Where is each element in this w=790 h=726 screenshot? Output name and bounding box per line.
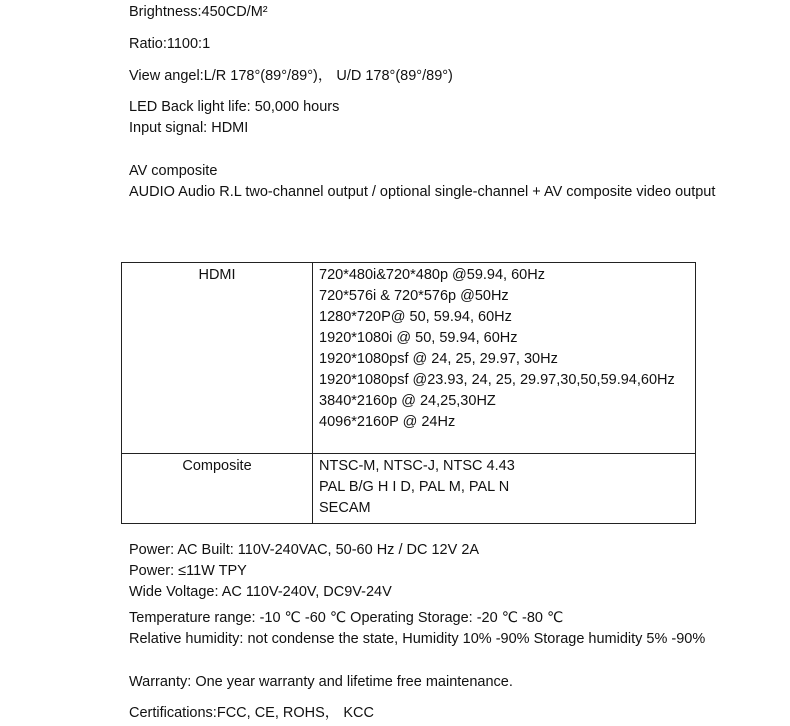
table-label-composite: Composite bbox=[122, 454, 313, 524]
table-row bbox=[122, 263, 696, 454]
list-item: 720*480i&720*480p @59.94, 60Hz bbox=[319, 267, 545, 283]
list-item: NTSC-M, NTSC-J, NTSC 4.43 bbox=[319, 458, 515, 474]
list-item: 1920*1080psf @23.93, 24, 25, 29.97,30,50,59.94,60Hz bbox=[319, 372, 675, 388]
spec-view-angle: View angel:L/R 178°(89°/89°)， U/D 178°(89°/89°) bbox=[129, 68, 453, 84]
table-row bbox=[122, 454, 696, 524]
spec-certifications: Certifications:FCC, CE, ROHS， KCC bbox=[129, 705, 374, 721]
spec-input-signal: Input signal: HDMI bbox=[129, 120, 249, 136]
spec-ratio: Ratio:1100:1 bbox=[129, 36, 211, 52]
spec-humidity: Relative humidity: not condense the state, Humidity 10% -90% Storage humidity 5% -90% bbox=[129, 631, 706, 647]
list-item: 1920*1080i @ 50, 59.94, 60Hz bbox=[319, 330, 518, 346]
spec-brightness: Brightness:450CD/M² bbox=[129, 4, 268, 20]
spec-av-composite: AV composite bbox=[129, 163, 218, 179]
spec-power-ac: Power: AC Built: 110V-240VAC, 50-60 Hz / DC 12V 2A bbox=[129, 542, 480, 558]
list-item: SECAM bbox=[319, 500, 371, 516]
spec-audio: AUDIO Audio R.L two-channel output / optional single-channel + AV composite video output bbox=[129, 184, 716, 200]
list-item: 720*576i & 720*576p @50Hz bbox=[319, 288, 509, 304]
list-item: 3840*2160p @ 24,25,30HZ bbox=[319, 393, 496, 409]
table-values-composite bbox=[313, 454, 696, 524]
list-item: 1280*720P@ 50, 59.94, 60Hz bbox=[319, 309, 512, 325]
list-item: 4096*2160P @ 24Hz bbox=[319, 414, 456, 430]
signal-format-table bbox=[121, 262, 696, 524]
spec-warranty: Warranty: One year warranty and lifetime free maintenance. bbox=[129, 674, 513, 690]
spec-power-consumption: Power: ≤11W TPY bbox=[129, 563, 247, 579]
list-item: 1920*1080psf @ 24, 25, 29.97, 30Hz bbox=[319, 351, 558, 367]
spec-wide-voltage: Wide Voltage: AC 110V-240V, DC9V-24V bbox=[129, 584, 392, 600]
list-item: PAL B/G H I D, PAL M, PAL N bbox=[319, 479, 510, 495]
spec-temperature: Temperature range: -10 ℃ -60 ℃ Operating Storage: -20 ℃ -80 ℃ bbox=[129, 610, 564, 626]
table-label-hdmi: HDMI bbox=[122, 263, 313, 454]
table-values-hdmi bbox=[313, 263, 696, 454]
spec-backlight-life: LED Back light life: 50,000 hours bbox=[129, 99, 340, 115]
